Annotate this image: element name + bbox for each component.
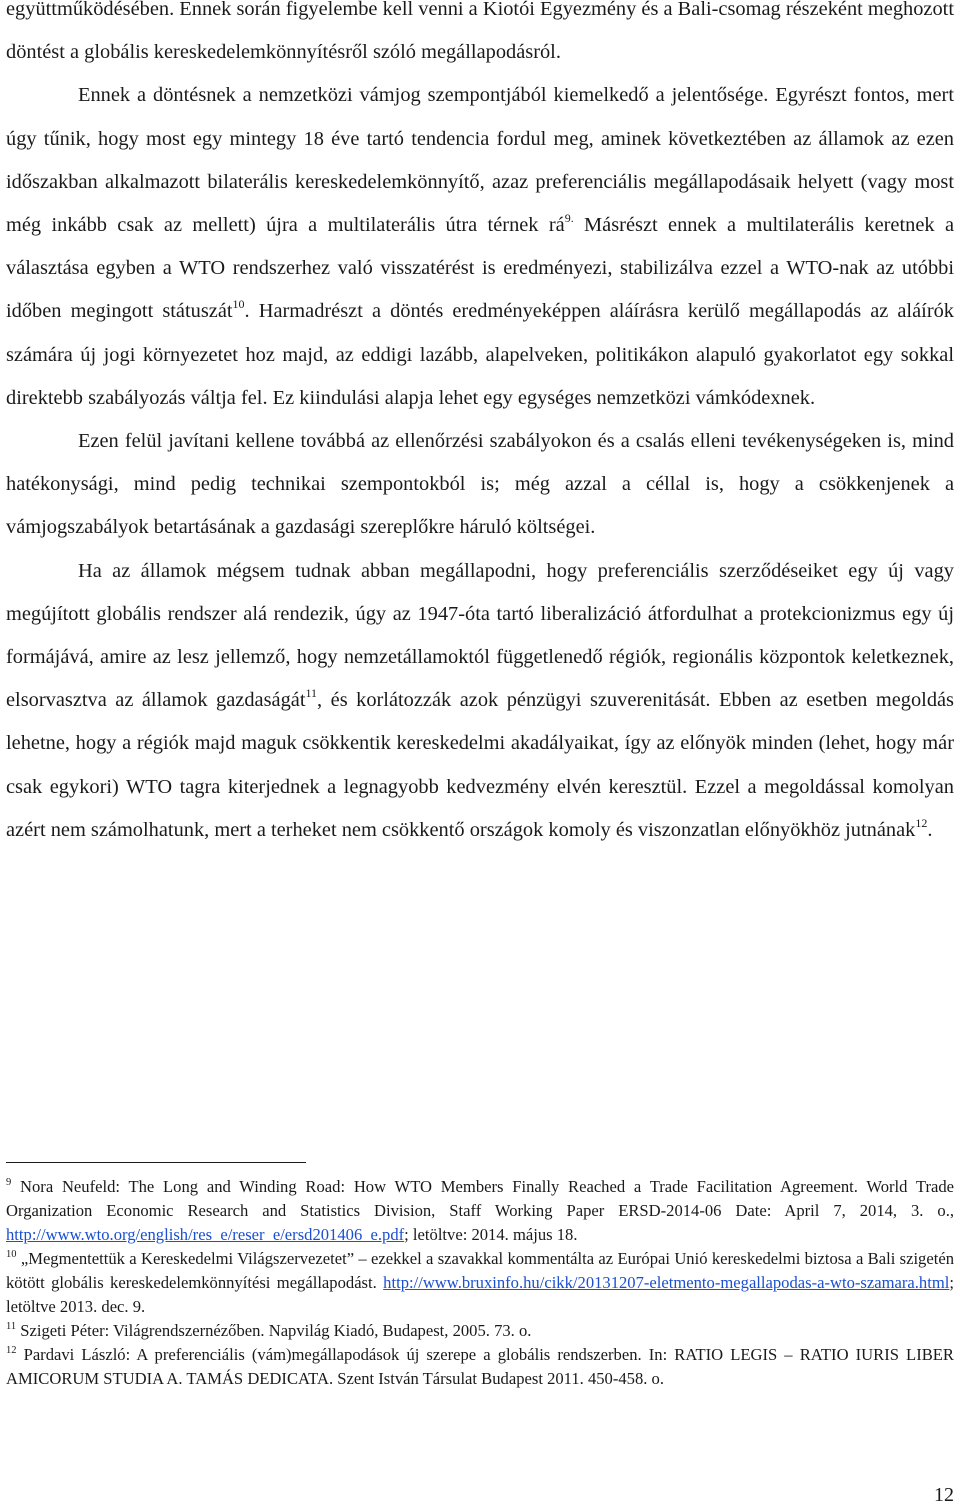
footnote-number: 10 bbox=[6, 1249, 17, 1260]
text-run: „Megmentettük a Kereskedelmi Világszervezetet” – ezekkel a szavakkal kommentálta az Európai Unió kereskedelmi biztosa a Bali szigetén kötött globális kereskedelemkönnyítési megállapodást. bbox=[6, 1249, 954, 1292]
paragraph bbox=[6, 0, 954, 74]
footnote-number: 9 bbox=[6, 1177, 12, 1188]
text-run: együttműködésében. Ennek során figyelembe kell venni a Kiotói Egyezmény és a Bali-csomag részeként meghozott döntést a globális kereskedelemkönnyítésről szóló megállapodásról. bbox=[6, 0, 954, 64]
footnote-link[interactable]: http://www.bruxinfo.hu/cikk/20131207-eletmento-megallapodas-a-wto-szamara.html bbox=[383, 1273, 950, 1292]
footnote-number: 12 bbox=[6, 1345, 17, 1356]
text-run: , és korlátozzák azok pénzügyi szuverenitását. Ebben az esetben megoldás lehetne, hogy a régiók majd maguk csökkentik kereskedelmi akadályaikat, így az előnyök minden (lehet, hogy már csak egykori) WTO tagra kiterjednek a legnagyobb kedvezmény elvén keresztül. Ezzel a megoldással komolyan azért nem számolhatunk, mert a terheket nem csökkentő országok komoly és viszonzatlan előnyökhöz jutnának bbox=[6, 689, 954, 841]
text-run: Ezen felül javítani kellene továbbá az ellenőrzési szabályokon és a csalás elleni tevékenységeken is, mind hatékonysági, mind pedig technikai szempontokból is; még azzal a céllal is, hogy a csökkenjenek a vámjogszabályok betartásának a gazdasági szereplőkre háruló költségei. bbox=[6, 430, 954, 539]
footnote-separator bbox=[6, 1162, 306, 1163]
text-run: Ennek a döntésnek a nemzetközi vámjog szempontjából kiemelkedő a jelentősége. Egyrészt fontos, mert úgy tűnik, hogy most egy mintegy 18 éve tartó tendencia fordul meg, aminek következtében az államok az ezen időszakban alkalmazott bilaterális kereskedelemkönnyítő, azaz preferenciális megállapodásaik helyett (vagy most még inkább csak az mellett) újra a multilaterális útra térnek rá bbox=[6, 84, 954, 237]
paragraph bbox=[6, 550, 954, 852]
footnote-reference: 11 bbox=[305, 686, 318, 701]
footnote-number: 11 bbox=[6, 1321, 17, 1332]
footnote bbox=[6, 1343, 954, 1391]
paragraph bbox=[6, 74, 954, 420]
footnote bbox=[6, 1247, 954, 1319]
page-number: 12 bbox=[934, 1484, 954, 1506]
text-run: Ha az államok mégsem tudnak abban megállapodni, hogy preferenciális szerződéseiket egy új vagy megújított globális rendszer alá rendezik, úgy az 1947-óta tartó liberalizáció átfordulhat a protekcionizmus egy új formájává, amire az lesz jellemző, hogy nemzetállamoktól függetlenedő régiók, regionális központok keletkeznek, elsorvasztva az államok gazdaságát bbox=[6, 559, 954, 712]
text-run: ; letöltve: 2014. május 18. bbox=[404, 1225, 578, 1244]
paragraph bbox=[6, 420, 954, 550]
text-run: Másrészt ennek a multilaterális keretnek a választása egyben a WTO rendszerhez való visszatérést is eredményezi, stabilizálva ezzel a WTO-nak az utóbbi időben megingott státuszát bbox=[6, 214, 954, 323]
text-run: . bbox=[927, 818, 933, 841]
footnote-reference: 10 bbox=[232, 297, 245, 312]
text-run: Pardavi László: A preferenciális (vám)megállapodások új szerepe a globális rendszerben. In: RATIO LEGIS – RATIO IURIS LIBER AMICORUM STUDIA A. TAMÁS DEDICATA. Szent István Társulat Budapest 2011. 450-458. o. bbox=[6, 1345, 954, 1388]
footnote-reference: 9. bbox=[564, 211, 574, 226]
footnote bbox=[6, 1319, 954, 1343]
text-run: ; letöltve 2013. dec. 9. bbox=[6, 1273, 954, 1316]
footnotes bbox=[6, 1175, 954, 1391]
text-run: Szigeti Péter: Világrendszernézőben. Napvilág Kiadó, Budapest, 2005. 73. o. bbox=[16, 1321, 532, 1340]
text-run: Nora Neufeld: The Long and Winding Road: How WTO Members Finally Reached a Trade Facilitation Agreement. World Trade Organization Economic Research and Statistics Division, Staff Working Paper ERSD-2014-06 Date: April 7, 2014, 3. o., bbox=[6, 1177, 954, 1220]
footnote-link[interactable]: http://www.wto.org/english/res_e/reser_e/ersd201406_e.pdf bbox=[6, 1225, 405, 1244]
footnote bbox=[6, 1175, 954, 1247]
footnote-reference: 12 bbox=[915, 815, 928, 830]
text-run: . Harmadrészt a döntés eredményeképpen aláírásra kerülő megállapodás az aláírók számára új jogi környezetet hoz majd, az eddigi lazább, alapelveken, politikákon alapuló gyakorlatot egy sokkal direktebb szabályozás váltja fel. Ez kiindulási alapja lehet egy egységes nemzetközi vámkódexnek. bbox=[6, 300, 954, 409]
body-text bbox=[6, 0, 954, 852]
